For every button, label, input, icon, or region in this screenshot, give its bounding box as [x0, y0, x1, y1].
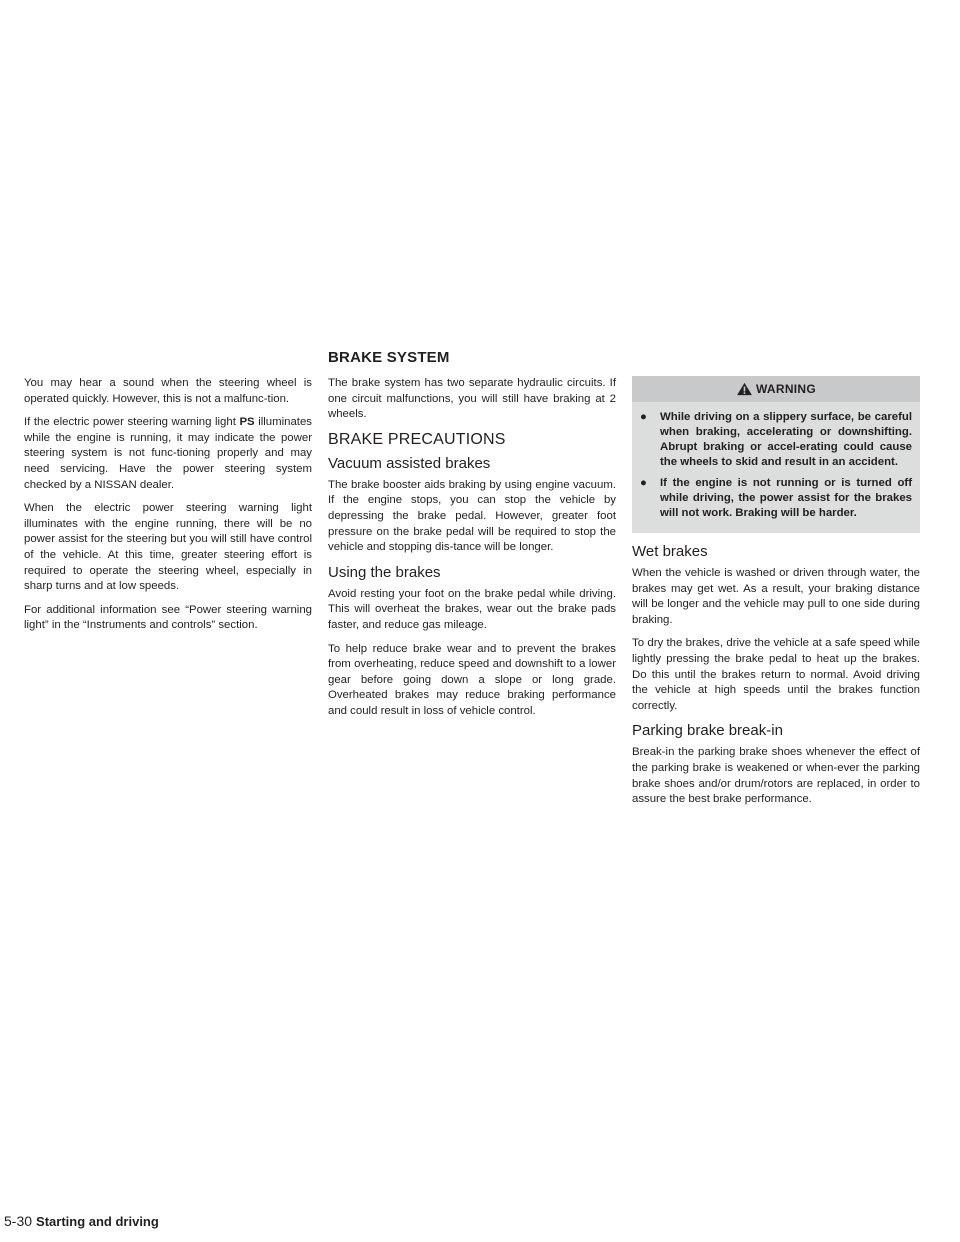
- using-brakes-paragraph-1: Avoid resting your foot on the brake pedal while driving. This will overheat the brakes, wear out the brake pads faster, and reduce gas mileage.: [328, 587, 616, 631]
- vacuum-assisted-paragraph: The brake booster aids braking by using engine vacuum. If the engine stops, you can stop the vehicle by depressing the brake pedal. However, greater foot pressure on the brake pedal will be required to stop the vehicle and stopping dis-tance will be longer.: [328, 478, 616, 554]
- bullet: ●: [640, 477, 647, 489]
- warning-light-text-post: illuminates while the engine is running, it may indicate the power steering system is not func-tioning properly and may need servicing. Have the power steering system checked by a NISSAN dealer.: [24, 416, 313, 491]
- ps-indicator-label: PS: [239, 416, 255, 429]
- no-power-assist-paragraph: When the electric power steering warning light illuminates with the engine running, there will be no power assist for the steering but you will still have control of the vehicle. At this time, greater steering effort is required to operate the steering wheel, especially in sharp turns and at low speeds.: [24, 502, 312, 593]
- column-3: [632, 376, 920, 816]
- column-2: [328, 376, 616, 728]
- brake-precautions-heading: BRAKE PRECAUTIONS: [328, 430, 506, 448]
- warning-item-engine-off: [638, 476, 912, 521]
- warning-light-text-pre: If the electric power steering warning light: [24, 416, 240, 429]
- parking-brake-heading: Parking brake break-in: [632, 722, 783, 740]
- using-brakes-paragraph-2: To help reduce brake wear and to prevent the brakes from overheating, reduce speed and downshift to a lower gear before going down a slope or long grade. Overheated brakes may reduce braking performance and could result in loss of vehicle control.: [328, 642, 616, 717]
- warning-item-text: If the engine is not running or is turned off while driving, the power assist for the brakes will not work. Braking will be harder.: [660, 477, 912, 519]
- bullet: ●: [640, 411, 647, 423]
- page-footer: [4, 1213, 159, 1229]
- warning-item-text: While driving on a slippery surface, be careful when braking, accelerating or downshifting. Abrupt braking or accel-erating could cause the wheels to skid and result in an accident.: [660, 411, 912, 468]
- warning-list: [632, 410, 920, 521]
- warning-item-slippery: [638, 410, 912, 470]
- warning-header: [632, 376, 920, 402]
- column-1: [24, 376, 312, 642]
- additional-info-paragraph: For additional information see “Power steering warning light” in the “Instruments and controls” section.: [24, 603, 312, 632]
- page-number: 5-30: [4, 1213, 33, 1229]
- steering-sound-paragraph: You may hear a sound when the steering wheel is operated quickly. However, this is not a malfunc-tion.: [24, 377, 312, 405]
- vacuum-assisted-heading: Vacuum assisted brakes: [328, 454, 491, 472]
- warning-light-paragraph: [24, 415, 312, 493]
- using-brakes-heading: Using the brakes: [328, 563, 441, 581]
- wet-brakes-paragraph-1: When the vehicle is washed or driven through water, the brakes may get wet. As a result, your braking distance will be longer and the vehicle may pull to one side during braking.: [632, 567, 920, 626]
- section-title: BRAKE SYSTEM: [328, 349, 450, 366]
- wet-brakes-paragraph-2: To dry the brakes, drive the vehicle at a safe speed while lightly pressing the brake pedal to heat up the brakes. Do this until the brakes return to normal. Avoid driving the vehicle at high speeds until the brakes function correctly.: [632, 637, 920, 712]
- warning-title: WARNING: [755, 382, 817, 396]
- warning-triangle-icon: [736, 382, 753, 396]
- parking-brake-paragraph: Break-in the parking brake shoes whenever the effect of the parking brake is weakened or when-ever the parking brake shoes and/or drum/rotors are replaced, in order to assure the best brake performance.: [632, 746, 920, 806]
- brake-system-intro: The brake system has two separate hydraulic circuits. If one circuit malfunctions, you will still have braking at 2 wheels.: [328, 377, 616, 421]
- wet-brakes-heading: Wet brakes: [632, 543, 708, 560]
- footer-section-name: Starting and driving: [36, 1214, 159, 1229]
- warning-box: [632, 376, 920, 533]
